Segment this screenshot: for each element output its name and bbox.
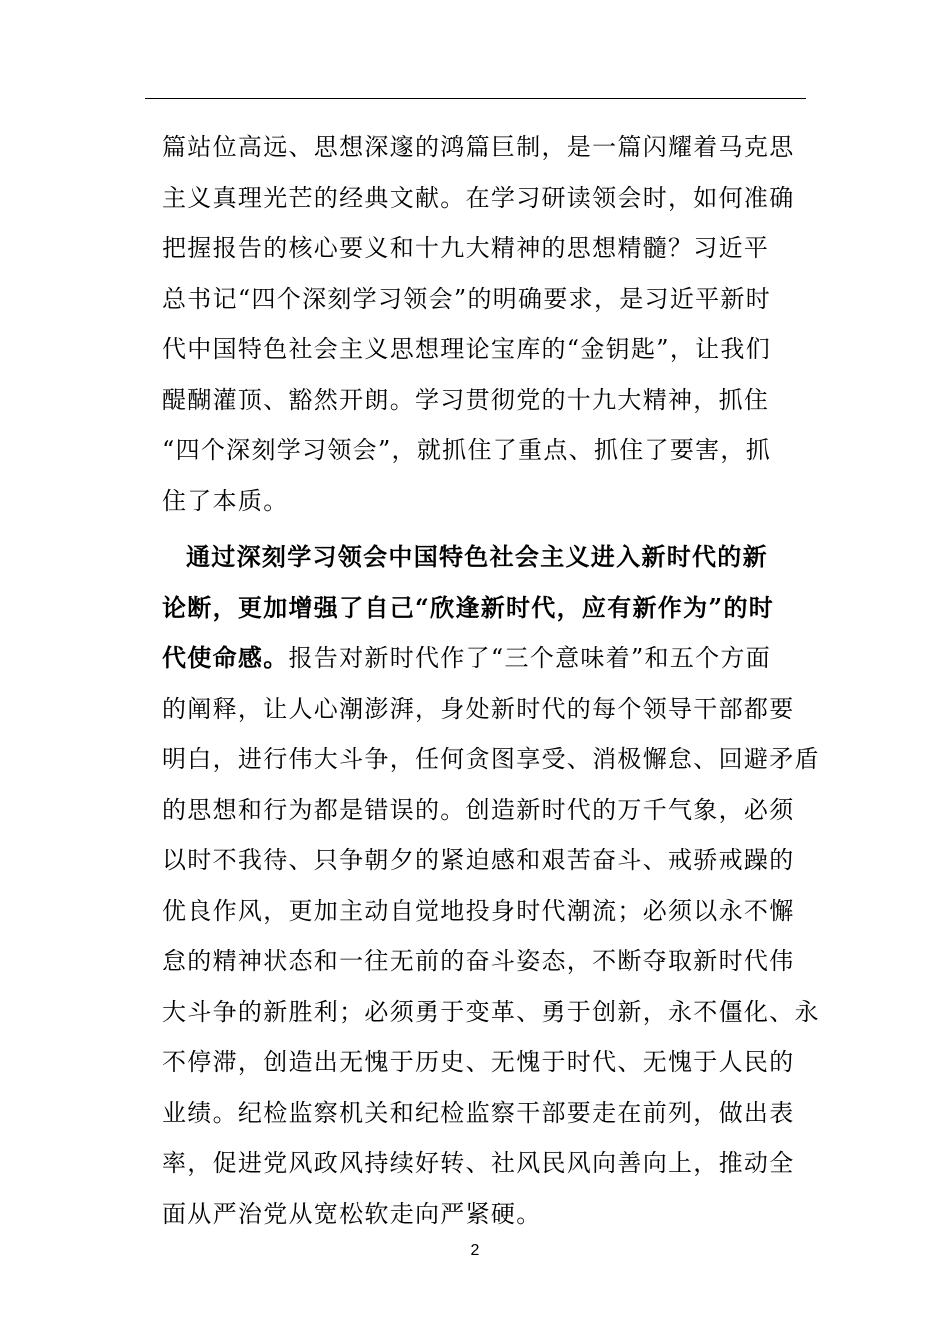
text-line: 面从严治党从宽松软走向严紧硬。 — [162, 1199, 542, 1228]
text-line: 优良作风，更加主动自觉地投身时代潮流；必须以永不懈 — [162, 896, 795, 925]
text-line: 代中国特色社会主义思想理论宝库的“金钥匙”，让我们 — [162, 335, 772, 363]
document-body — [162, 122, 820, 1239]
text-line: 的阐释，让人心潮澎湃，身处新时代的每个领导干部都要 — [162, 694, 795, 723]
text-line: 明白，进行伟大斗争，任何贪图享受、消极懈怠、回避矛盾 — [162, 745, 820, 773]
text-run: 报告对新时代作了“三个意味着”和五个方面 — [288, 644, 772, 672]
text-line: 以时不我待、只争朝夕的紧迫感和艰苦奋斗、戒骄戒躁的 — [162, 846, 795, 874]
bold-heading-end: 代使命感。 — [162, 643, 289, 672]
bold-heading-line: 论断，更加增强了自己“欣逢新时代，应有新作为”的时 — [162, 592, 775, 622]
text-line: 醍醐灌顶、豁然开朗。学习贯彻党的十九大精神，抓住 — [162, 385, 770, 414]
text-line: 不停滞，创造出无愧于历史、无愧于时代、无愧于人民的 — [162, 1048, 795, 1076]
text-line: 总书记“四个深刻学习领会”的明确要求，是习近平新时 — [162, 284, 772, 313]
text-line: 篇站位高远、思想深邃的鸿篇巨制，是一篇闪耀着马克思 — [162, 133, 795, 161]
text-line: 业绩。纪检监察机关和纪检监察干部要走在前列，做出表 — [162, 1098, 795, 1127]
text-line: 大斗争的新胜利；必须勇于变革、勇于创新，永不僵化、永 — [162, 997, 820, 1026]
header-rule — [145, 98, 806, 99]
text-line: “四个深刻学习领会”，就抓住了重点、抓住了要害，抓 — [162, 436, 772, 464]
text-line: 主义真理光芒的经典文献。在学习研读领会时，如何准确 — [162, 183, 795, 212]
text-line: 率，促进党风政风持续好转、社风民风向善向上，推动全 — [162, 1149, 795, 1177]
paragraph-2 — [162, 532, 820, 1239]
text-line — [162, 633, 792, 684]
text-line: 住了本质。 — [162, 486, 289, 515]
text-line: 的思想和行为都是错误的。创造新时代的万千气象，必须 — [162, 795, 795, 824]
text-line: 怠的精神状态和一往无前的奋斗姿态，不断夺取新时代伟 — [162, 947, 795, 975]
text-line: 把握报告的核心要义和十九大精神的思想精髓？习近平 — [162, 234, 770, 262]
page-number: 2 — [470, 1242, 480, 1259]
paragraph-1 — [162, 122, 795, 526]
bold-heading-line: 通过深刻学习领会中国特色社会主义进入新时代的新 — [186, 542, 768, 571]
